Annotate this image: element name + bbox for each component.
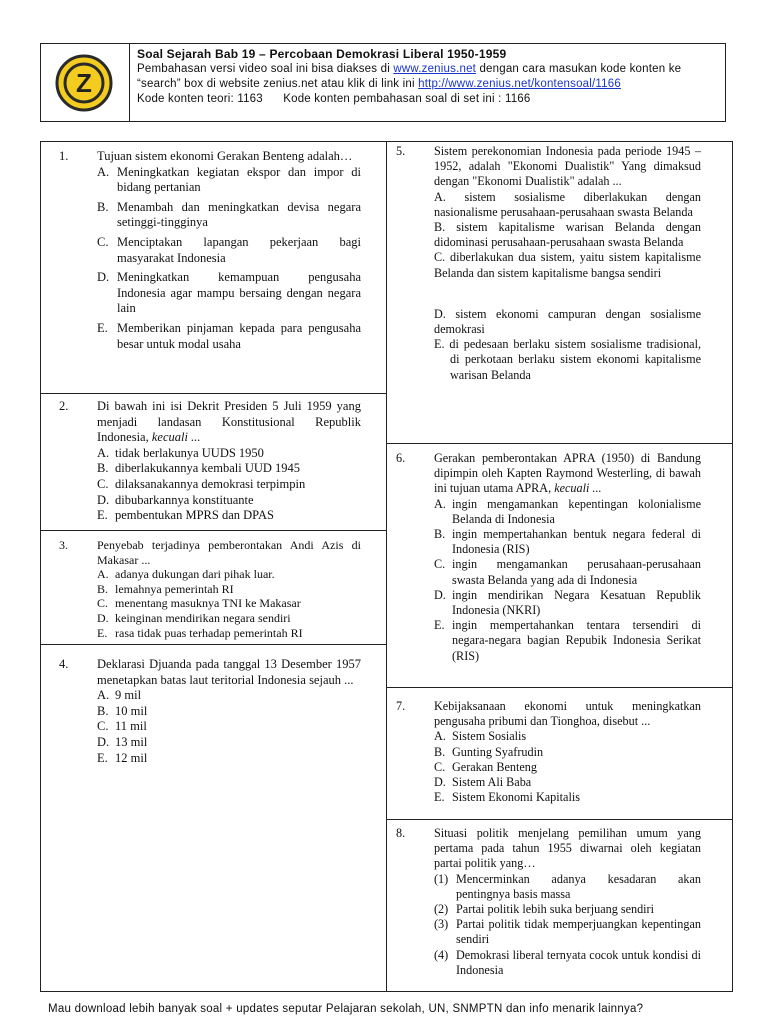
question-8: 8. Situasi politik menjelang pemilihan umum yang pertama pada tahun 1955 diwarnai oleh kegiatan partai politik yang… (1) Mencerminkan adanya kesadaran akan pentingnya basis massa (2) Partai politik lebih suka berjuang sendiri (3) Partai politik tidak memperjuangkan kepentingan sendiri (4) Demokrasi liberal ternyata cocok untuk kondisi di Indonesia [396, 826, 701, 977]
option: (2) Partai politik lebih suka berjuang sendiri [434, 902, 655, 917]
option: (1) Mencerminkan adanya kesadaran akan pentingnya basis massa [434, 871, 701, 901]
option: B. ingin mempertahankan bentuk negara federal di Indonesia (RIS) [434, 527, 701, 557]
question-1-options [59, 165, 361, 353]
row-divider [41, 393, 386, 394]
question-grid [40, 141, 733, 992]
option: D. keinginan mendirikan negara sendiri [97, 610, 291, 625]
option: B. Gunting Syafrudin [434, 744, 544, 759]
footer-text: Mau download lebih banyak soal + updates seputar Pelajaran sekolah, UN, SNMPTN dan info menarik lainnya? [48, 1003, 644, 1015]
option: C. 11 mil [97, 719, 147, 734]
option: (3) Partai politik tidak memperjuangkan kepentingan sendiri [434, 917, 701, 947]
document-header [40, 43, 726, 122]
row-divider [41, 530, 386, 531]
header-line-1: Pembahasan versi video soal ini bisa diakses di www.zenius.net dengan cara masukan kode konten ke [137, 63, 682, 75]
question-7-options [396, 729, 701, 805]
option: C. Menciptakan lapangan pekerjaan bagi masyarakat Indonesia [97, 234, 361, 265]
header-line-3: Kode konten teori: 1163 Kode konten pembahasan soal di set ini : 1166 [137, 93, 531, 105]
column-divider [386, 142, 387, 991]
question-5-options [396, 190, 701, 383]
option: C. Gerakan Benteng [434, 759, 537, 774]
option: E. di pedesaan berlaku sistem sosialisme tradisional, di perkotaan berlaku sistem ekonomi kapitalisme warisan Belanda [434, 337, 702, 382]
option: A. ingin mengamankan kepentingan kolonialisme Belanda di Indonesia [434, 496, 701, 526]
zenius-link[interactable]: www.zenius.net [393, 63, 477, 75]
document-title: Soal Sejarah Bab 19 – Percobaan Demokrasi Liberal 1950-1959 [137, 47, 507, 61]
option: A. Sistem Sosialis [434, 729, 527, 744]
question-2-options [59, 446, 361, 524]
question-4-options [59, 688, 361, 766]
option: D. 13 mil [97, 734, 148, 749]
question-4: 4. Deklarasi Djuanda pada tanggal 13 Desember 1957 menetapkan batas laut teritorial Indonesia sejauh ... A. 9 mil B. 10 mil C. 11 mil D. 13 mil E. 12 mil [59, 657, 361, 765]
question-2: 2. Di bawah ini isi Dekrit Presiden 5 Juli 1959 yang menjadi landasan Konstitusional Republik Indonesia, kecuali ... A. tidak berlakunya UUDS 1950 B. diberlakukannya kembali UUD 1945 C. dilaksanakannya demokrasi terpimpin D. dibubarkannya konstituante E. pembentukan MPRS dan DPAS [59, 399, 361, 523]
zenius-logo-icon [55, 54, 113, 112]
kontensoal-link[interactable]: http://www.zenius.net/kontensoal/1166 [418, 78, 621, 90]
option: D. ingin mendirikan Negara Kesatuan Republik Indonesia (NKRI) [434, 587, 701, 618]
row-divider [386, 443, 733, 444]
option: C. ingin mengamankan perusahaan-perusahaan swasta Belanda yang ada di Indonesia [434, 557, 701, 587]
option: A. 9 mil [97, 688, 142, 703]
question-6-options [396, 497, 701, 664]
option: B. Menambah dan meningkatkan devisa negara setinggi-tingginya [97, 199, 361, 230]
option: A. adanya dukungan dari pihak luar. [97, 567, 275, 582]
option: C. diberlakukan dua sistem, yaitu sistem kapitalisme Belanda dan sistem kapitalisme bangsa sendiri [434, 250, 701, 280]
option: E. pembentukan MPRS dan DPAS [97, 508, 274, 523]
option: A. sistem sosialisme diberlakukan dengan nasionalisme perusahaan-perusahaan swasta Belanda [434, 189, 702, 219]
row-divider [41, 644, 386, 645]
option: A. tidak berlakunya UUDS 1950 [97, 445, 264, 460]
option: E. Sistem Ekonomi Kapitalis [434, 790, 580, 805]
option: E. rasa tidak puas terhadap pemerintah RI [97, 625, 303, 640]
question-3-options [59, 567, 361, 640]
question-1: 1. Tujuan sistem ekonomi Gerakan Benteng adalah… A. Meningkatkan kegiatan ekspor dan impor di bidang pertanian B. Menambah dan meningkatkan devisa negara setinggi-tingginya C. Menciptakan lapangan pekerjaan bagi masyarakat Indonesia D. Meningkatkan kemampuan pengusaha Indonesia agar mampu bersaing dengan negara lain E. Memberikan pinjaman kepada para pengusaha besar untuk modal usaha [59, 149, 361, 351]
option: B. sistem kapitalisme warisan Belanda dengan didominasi perusahaan-perusahaan swasta Belanda [434, 220, 701, 250]
option: C. dilaksanakannya demokrasi terpimpin [97, 476, 306, 491]
option: E. 12 mil [97, 750, 148, 765]
question-6: 6. Gerakan pemberontakan APRA (1950) di Bandung dipimpin oleh Kapten Raymond Westerling, di bawah ini tujuan utama APRA, kecuali ... A. ingin mengamankan kepentingan kolonialisme Belanda di Indonesia B. ingin mempertahankan bentuk negara federal di Indonesia (RIS) C. ingin mengamankan perusahaan-perusahaan swasta Belanda yang ada di Indonesia D. ingin mendirikan Negara Kesatuan Republik Indonesia (NKRI) E. ingin mempertahankan tentara tersendiri di negara-negara bagian Repubik Indonesia Serikat (RIS) [396, 451, 701, 663]
question-5: 5. Sistem perekonomian Indonesia pada periode 1945 – 1952, adalah "Ekonomi Dualistik" Yang dimaksud dengan "Ekonomi Dualistik" adalah ... A. sistem sosialisme diberlakukan dengan nasionalisme perusahaan-perusahaan swasta Belanda B. sistem kapitalisme warisan Belanda dengan didominasi perusahaan-perusahaan swasta Belanda C. diberlakukan dua sistem, yaitu sistem kapitalisme Belanda dan sistem kapitalisme bangsa sendiri D. sistem ekonomi campuran dengan sosialisme demokrasi E. di pedesaan berlaku sistem sosialisme tradisional, di perkotaan berlaku sistem ekonomi kapitalisme warisan Belanda [396, 144, 702, 382]
option: D. dibubarkannya konstituante [97, 492, 254, 507]
option: D. Meningkatkan kemampuan pengusaha Indonesia agar mampu bersaing dengan negara lain [97, 270, 361, 316]
option: D. sistem ekonomi campuran dengan sosialisme demokrasi [434, 306, 701, 337]
header-line-2: “search” box di website zenius.net atau klik di link ini http://www.zenius.net/kontensoal/1166 [137, 78, 621, 90]
option: E. Memberikan pinjaman kepada para pengusaha besar untuk modal usaha [97, 320, 361, 351]
option: D. Sistem Ali Baba [434, 775, 532, 790]
option: A. Meningkatkan kegiatan ekspor dan impor di bidang pertanian [97, 164, 361, 195]
option: (4) Demokrasi liberal ternyata cocok untuk kondisi di Indonesia [434, 947, 701, 977]
option: B. diberlakukannya kembali UUD 1945 [97, 461, 301, 476]
option: B. 10 mil [97, 703, 148, 718]
row-divider [386, 819, 733, 820]
question-7: 7. Kebijaksanaan ekonomi untuk meningkatkan pengusaha pribumi dan Tionghoa, disebut ... A. Sistem Sosialis B. Gunting Syafrudin C. Gerakan Benteng D. Sistem Ali Baba E. Sistem Ekonomi Kapitalis [396, 699, 701, 805]
question-3: 3. Penyebab terjadinya pemberontakan Andi Azis di Makasar ... A. adanya dukungan dari pihak luar. B. lemahnya pemerintah RI C. menentang masuknya TNI ke Makasar D. keinginan mendirikan negara sendiri E. rasa tidak puas terhadap pemerintah RI [59, 538, 361, 640]
row-divider [386, 687, 733, 688]
header-text [137, 47, 719, 107]
option: E. ingin mempertahankan tentara tersendiri di negara-negara bagian Repubik Indonesia Serikat (RIS) [434, 618, 701, 663]
question-8-options [396, 872, 701, 978]
option: B. lemahnya pemerintah RI [97, 581, 234, 596]
svg-text:Z: Z [76, 68, 92, 98]
logo-cell [41, 44, 130, 121]
option: C. menentang masuknya TNI ke Makasar [97, 596, 301, 611]
